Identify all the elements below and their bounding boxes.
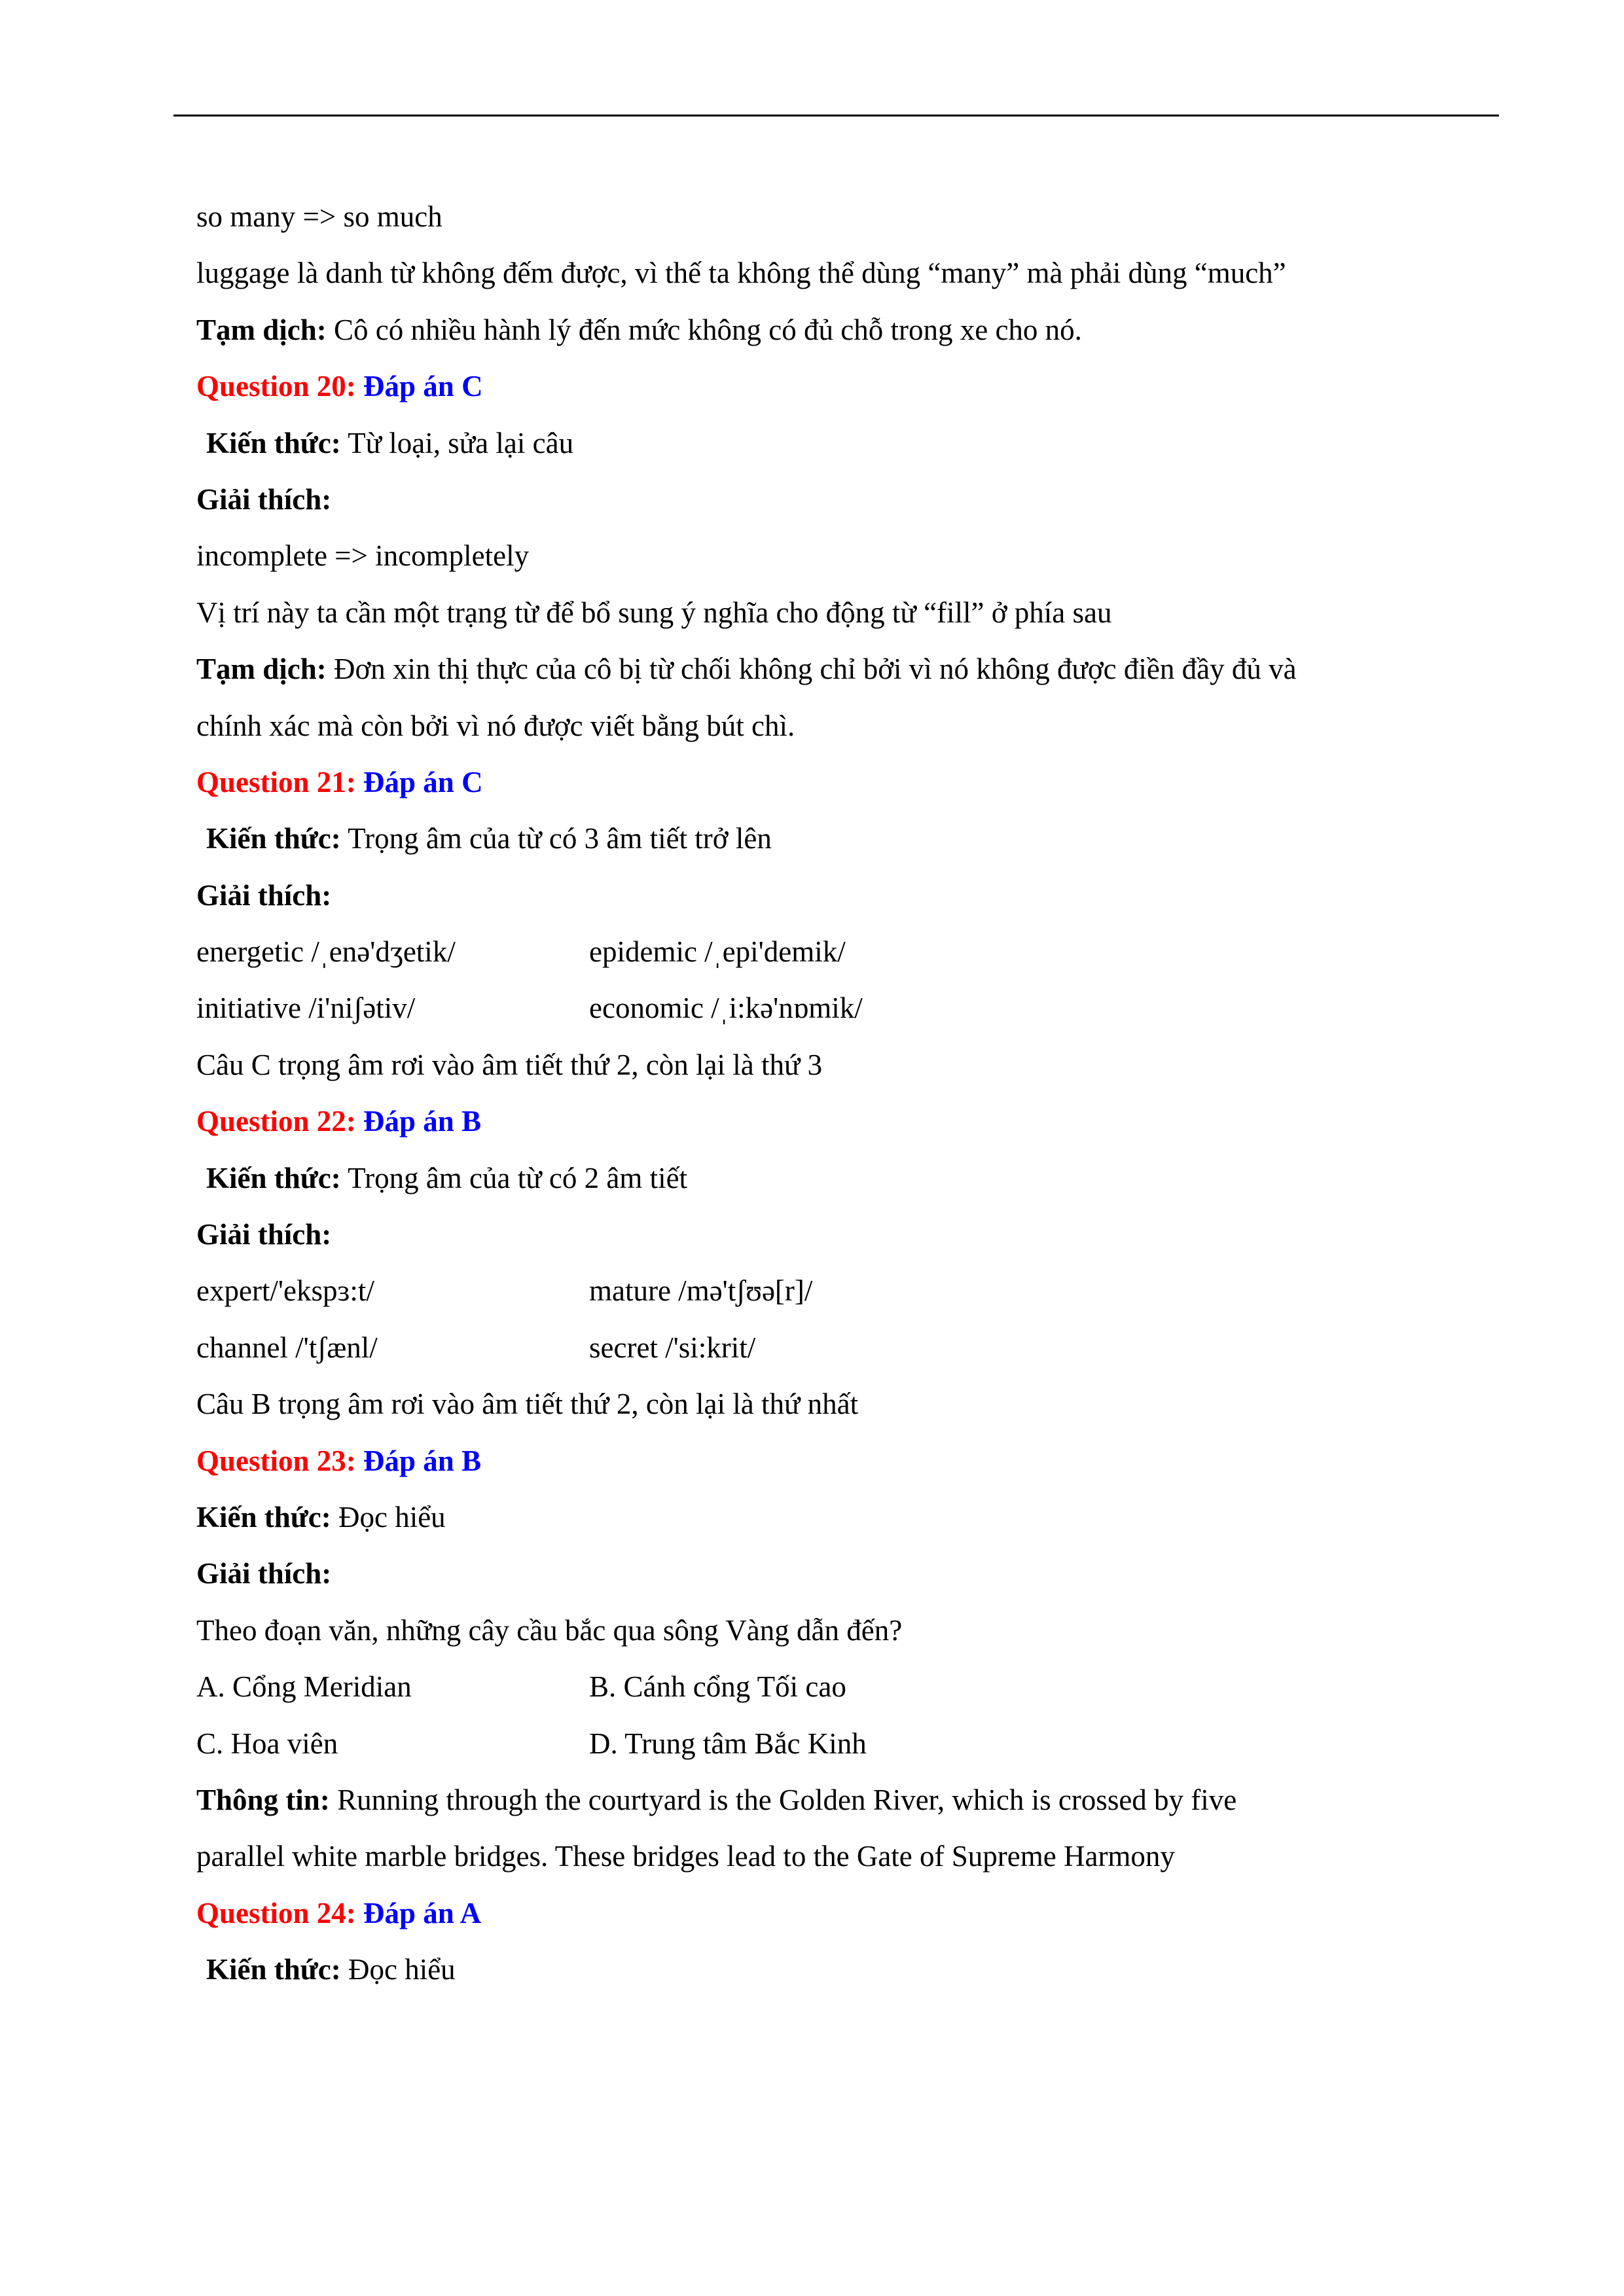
translation-text: Cô có nhiều hành lý đến mức không có đủ chỗ trong xe cho nó.: [326, 313, 1082, 346]
question-label: Question 20:: [196, 370, 356, 403]
question-21-conclusion: [196, 1037, 1499, 1093]
question-22-heading: [196, 1093, 1499, 1149]
explain-label: Giải thích:: [196, 482, 332, 516]
question-23-knowledge: [196, 1489, 1499, 1545]
question-23-options-row1: [196, 1659, 1499, 1715]
word-transcription: economic /ˌi:kə'nɒmik/: [589, 992, 863, 1025]
question-23-options-row2: [196, 1715, 1499, 1772]
info-text: Running through the courtyard is the Golden River, which is crossed by five: [329, 1783, 1237, 1816]
question-label: Question 22:: [196, 1105, 356, 1138]
question-23-heading: [196, 1433, 1499, 1489]
knowledge-label: Kiến thức:: [196, 1500, 331, 1534]
knowledge-text: Trọng âm của từ có 3 âm tiết trở lên: [340, 822, 772, 855]
question-20-translation-cont: [196, 698, 1499, 754]
question-21-explain-heading: [196, 867, 1499, 924]
question-24-knowledge: [196, 1941, 1499, 1998]
question-21-knowledge: [196, 810, 1499, 867]
word-transcription: epidemic /ˌepi'demik/: [589, 935, 846, 969]
question-label: Question 21:: [196, 765, 356, 798]
explain-label: Giải thích:: [196, 878, 332, 912]
question-23-question: [196, 1602, 1499, 1659]
translation-line: [196, 302, 1499, 358]
word-transcription: initiative /i'niʃətiv/: [196, 992, 416, 1025]
knowledge-label: Kiến thức:: [206, 1161, 341, 1194]
translation-text: Đơn xin thị thực của cô bị từ chối không chỉ bởi vì nó không được điền đầy đủ và: [326, 653, 1297, 686]
question-21-row1: [196, 924, 1499, 980]
word-transcription: expert/'ekspɜ:t/: [196, 1274, 374, 1308]
word-transcription: mature /mə'tʃʊə[r]/: [589, 1274, 813, 1308]
question-21-row2: [196, 980, 1499, 1036]
question-20-heading: [196, 358, 1499, 414]
knowledge-text: Từ loại, sửa lại câu: [340, 426, 574, 459]
question-20-knowledge: [196, 415, 1499, 471]
answer-label: Đáp án B: [355, 1105, 482, 1138]
explanation-text: Vị trí này ta cần một trạng từ để bổ sung ý nghĩa cho động từ “fill” ở phía sau: [196, 596, 1112, 629]
answer-label: Đáp án A: [355, 1896, 482, 1929]
word-transcription: energetic /ˌenə'dʒetik/: [196, 935, 456, 969]
knowledge-label: Kiến thức:: [206, 822, 341, 855]
correction-line: [196, 188, 1499, 245]
question-23-info-cont: [196, 1828, 1499, 1884]
correction-text: so many => so much: [196, 200, 442, 233]
option-c: C. Hoa viên: [196, 1727, 338, 1760]
answer-label: Đáp án C: [355, 370, 483, 403]
question-22-explain-heading: [196, 1206, 1499, 1263]
question-21-heading: [196, 754, 1499, 810]
question-label: Question 23:: [196, 1444, 356, 1477]
answer-label: Đáp án B: [355, 1444, 482, 1477]
explain-label: Giải thích:: [196, 1218, 332, 1251]
header-rule: [173, 115, 1499, 117]
question-20-translation: [196, 641, 1499, 697]
question-22-conclusion: [196, 1376, 1499, 1432]
question-20-line2: [196, 584, 1499, 641]
question-text: Theo đoạn văn, những cây cầu bắc qua sông Vàng dẫn đến?: [196, 1613, 903, 1647]
question-23-explain-heading: [196, 1545, 1499, 1602]
question-22-row1: [196, 1263, 1499, 1319]
knowledge-text: Đọc hiểu: [340, 1953, 456, 1986]
info-label: Thông tin:: [196, 1783, 330, 1816]
option-d: D. Trung tâm Bắc Kinh: [589, 1727, 867, 1760]
question-24-heading: [196, 1885, 1499, 1941]
question-20-line1: [196, 528, 1499, 584]
explain-label: Giải thích:: [196, 1557, 332, 1590]
explanation-text: luggage là danh từ không đếm được, vì thế ta không thể dùng “many” mà phải dùng “much”: [196, 257, 1286, 290]
word-transcription: channel /'tʃænl/: [196, 1331, 378, 1364]
question-label: Question 24:: [196, 1896, 356, 1929]
option-a: A. Cổng Meridian: [196, 1670, 412, 1704]
knowledge-label: Kiến thức:: [206, 1953, 341, 1986]
question-20-explain-heading: [196, 471, 1499, 528]
word-transcription: secret /'si:krit/: [589, 1331, 756, 1364]
knowledge-label: Kiến thức:: [206, 426, 341, 459]
conclusion-text: Câu C trọng âm rơi vào âm tiết thứ 2, còn lại là thứ 3: [196, 1048, 823, 1081]
document-body: [196, 188, 1499, 1998]
info-text: parallel white marble bridges. These bridges lead to the Gate of Supreme Harmony: [196, 1840, 1175, 1873]
question-22-knowledge: [196, 1150, 1499, 1206]
knowledge-text: Đọc hiểu: [331, 1500, 446, 1534]
translation-text: chính xác mà còn bởi vì nó được viết bằng bút chì.: [196, 709, 795, 742]
conclusion-text: Câu B trọng âm rơi vào âm tiết thứ 2, còn lại là thứ nhất: [196, 1388, 859, 1421]
question-22-row2: [196, 1319, 1499, 1376]
explanation-line: [196, 245, 1499, 301]
answer-label: Đáp án C: [355, 765, 483, 798]
question-23-info: [196, 1772, 1499, 1828]
knowledge-text: Trọng âm của từ có 2 âm tiết: [340, 1161, 688, 1194]
option-b: B. Cánh cổng Tối cao: [589, 1670, 846, 1704]
translation-label: Tạm dịch:: [196, 653, 327, 686]
correction-text: incomplete => incompletely: [196, 539, 530, 573]
translation-label: Tạm dịch:: [196, 313, 327, 346]
